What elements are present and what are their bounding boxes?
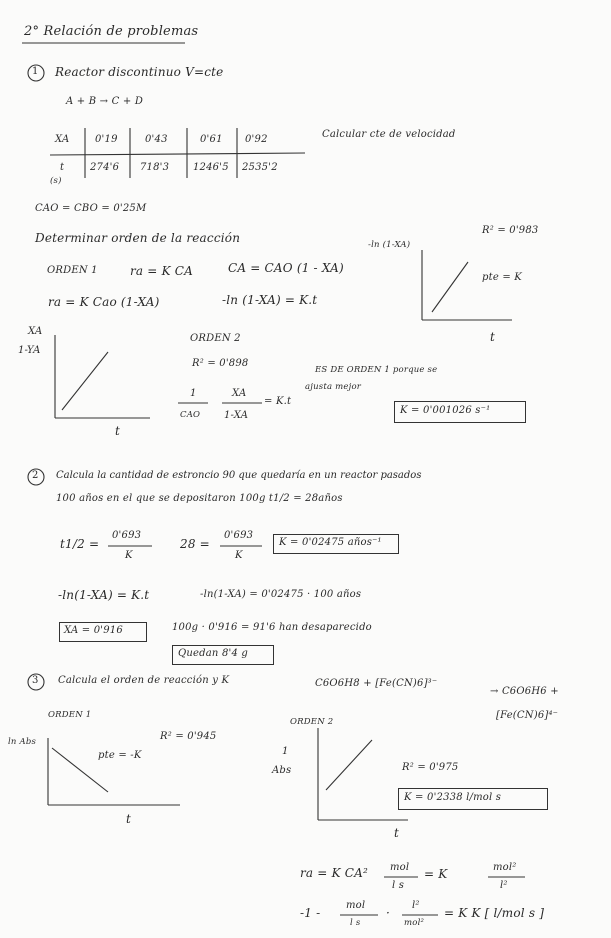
reaction-right: → C6O6H6 + [490, 686, 559, 697]
graph1-slope: pte = K [482, 272, 522, 283]
ln-expression: -ln (1-XA) = K.t [222, 293, 318, 307]
table-t-2: 718'3 [140, 162, 170, 173]
graph2-x-label: t [115, 424, 121, 438]
order2-label-p3: ORDEN 2 [290, 717, 334, 727]
order2-label: ORDEN 2 [190, 333, 241, 344]
k-result-box-3 [398, 788, 548, 810]
page-title: 2° Relación de problemas [24, 24, 199, 39]
graph3-r2: R² = 0'945 [160, 731, 217, 742]
k-result-2: K = 0'02475 años⁻¹ [279, 537, 382, 548]
conclusion-line2: ajusta mejor [305, 382, 362, 392]
conclusion-line1: ES DE ORDEN 1 porque se [315, 365, 438, 375]
frac1-num: 1 [190, 388, 197, 399]
half-life-lhs: t1/2 = [60, 537, 100, 551]
table-xa-1: 0'19 [95, 134, 118, 145]
remaining-box [172, 645, 274, 665]
problem-2-line1: Calcula la cantidad de estroncio 90 que quedaría en un reactor pasados [56, 470, 422, 481]
frac2-num: XA [232, 388, 247, 399]
frac-rhs: = K.t [264, 396, 292, 407]
k-result-box-2 [273, 534, 399, 554]
k-result-box-1 [394, 401, 526, 423]
eq28-den: K [235, 550, 243, 561]
xa-result-box [59, 622, 147, 642]
graph3-x-label: t [126, 812, 132, 826]
graph2-fit [62, 352, 108, 410]
graph2-y-den: 1-YA [18, 345, 41, 356]
last-num-2: l² [412, 900, 420, 911]
graph4-r2: R² = 0'975 [402, 762, 459, 773]
frac2-den: 1-XA [224, 410, 249, 421]
ln-decay-1: -ln(1-XA) = K.t [58, 588, 150, 602]
graph4-y-num: 1 [282, 746, 289, 757]
half-life-num: 0'693 [112, 530, 142, 541]
eq28-num: 0'693 [224, 530, 254, 541]
graph3-slope: pte = -K [98, 750, 142, 761]
graph2-y-num: XA [28, 326, 43, 337]
table-t-3: 1246'5 [193, 162, 229, 173]
problem-1-number: 1 [32, 66, 39, 77]
order2-r2: R² = 0'898 [192, 358, 249, 369]
last-num-1: mol [346, 900, 366, 911]
units2-num: mol² [493, 862, 517, 873]
table-row2-unit: (s) [50, 176, 62, 186]
decay-calc: 100g · 0'916 = 91'6 han desaparecido [172, 622, 372, 633]
order1-label-p3: ORDEN 1 [48, 710, 92, 720]
order1-label: ORDEN 1 [47, 265, 98, 276]
last-den-2: mol² [404, 918, 425, 928]
graph4-y-den: Abs [272, 765, 292, 776]
k-result-1: K = 0'001026 s⁻¹ [400, 405, 491, 416]
reaction-left: C6O6H8 + [Fe(CN)6]³⁻ [315, 678, 438, 689]
problem-1-reaction: A + B → C + D [66, 96, 144, 107]
problem-3-title: Calcula el orden de reacción y K [58, 675, 230, 686]
table-xa-3: 0'61 [200, 134, 223, 145]
last-den-1: l s [350, 918, 361, 928]
last-dot: · [386, 906, 391, 920]
table-hline [50, 153, 305, 155]
last-lhs: -1 - [300, 906, 321, 920]
graph1-fit [432, 262, 468, 312]
graph3-y-label: ln Abs [8, 737, 37, 747]
determine-order: Determinar orden de la reacción [35, 231, 241, 245]
table-xa-4: 0'92 [245, 134, 268, 145]
problem-2-number: 2 [32, 470, 39, 481]
eq28-lhs: 28 = [180, 537, 210, 551]
k-result-3: K = 0'2338 l/mol s [404, 792, 502, 803]
table-t-1: 274'6 [90, 162, 120, 173]
graph4-x-label: t [394, 826, 400, 840]
reaction-right-2: [Fe(CN)6]⁴⁻ [496, 710, 559, 721]
last-rhs: = K K [ l/mol s ] [444, 906, 545, 920]
frac1-den: CAO [180, 410, 201, 420]
problem-1-title: Reactor discontinuo V=cte [55, 65, 224, 79]
units-eq: = K [424, 867, 448, 881]
graph1-y-label: -ln (1-XA) [368, 240, 411, 250]
rate-law-order2: ra = K CA² [300, 866, 369, 880]
half-life-den: K [125, 550, 133, 561]
xa-result: XA = 0'916 [64, 625, 123, 636]
problem-3-number: 3 [32, 675, 39, 686]
graph1-r2: R² = 0'983 [482, 225, 539, 236]
units1-num: mol [390, 862, 410, 873]
graph1-x-label: t [490, 330, 496, 344]
table-row2-label: t [60, 162, 65, 173]
ln-decay-2: -ln(1-XA) = 0'02475 · 100 años [200, 589, 362, 600]
units2-den: l² [500, 880, 508, 891]
problem-2-line2: 100 años en el que se depositaron 100g t1/2 = 28años [56, 493, 343, 504]
problem-1-task: Calcular cte de velocidad [322, 129, 456, 140]
table-xa-2: 0'43 [145, 134, 168, 145]
rate-law-expanded: ra = K Cao (1-XA) [48, 295, 160, 309]
ca-expression: CA = CAO (1 - XA) [228, 261, 344, 275]
rate-law-order1: ra = K CA [130, 264, 194, 278]
remaining-result: Quedan 8'4 g [178, 648, 248, 659]
table-row1-label: XA [55, 134, 70, 145]
units1-den: l s [392, 880, 405, 891]
graph4-fit [326, 740, 372, 790]
table-t-4: 2535'2 [242, 162, 278, 173]
initial-concentration: CAO = CBO = 0'25M [35, 203, 147, 214]
